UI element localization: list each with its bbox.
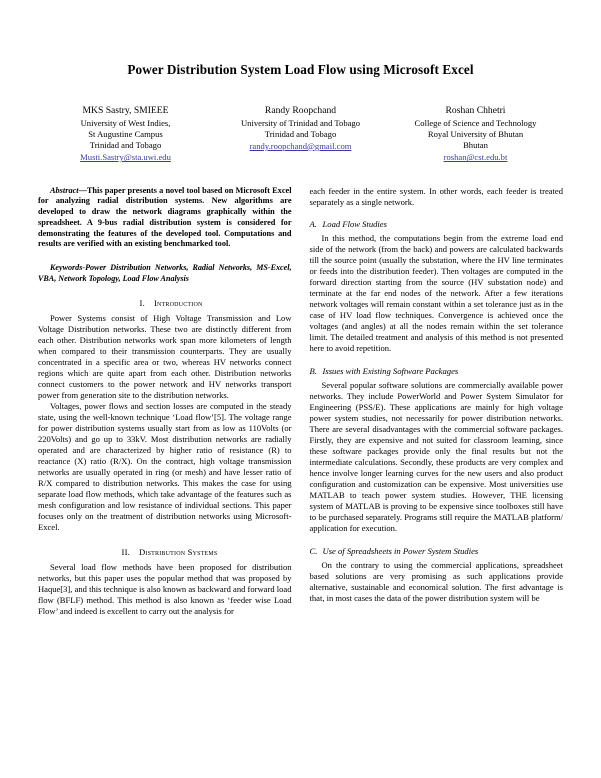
abstract-label: Abstract— bbox=[50, 185, 87, 195]
author-entry-1 bbox=[38, 105, 213, 164]
author-email-link[interactable]: Musti.Sastry@sta.uwi.edu bbox=[80, 152, 171, 163]
subsection-heading-load-flow-studies bbox=[310, 219, 564, 229]
subsection-letter: A. bbox=[309, 219, 317, 230]
subsection-title: Issues with Existing Software Packages bbox=[322, 366, 459, 377]
author-name: Randy Roopchand bbox=[264, 104, 337, 116]
abstract-paragraph bbox=[38, 186, 292, 251]
author-location: Bhutan bbox=[463, 140, 488, 151]
two-column-body bbox=[38, 186, 563, 617]
section-title: Distribution Systems bbox=[139, 546, 218, 557]
subsection-title: Use of Spreadsheets in Power System Studies bbox=[322, 545, 479, 556]
author-email-link[interactable]: randy.roopchand@gmail.com bbox=[249, 140, 352, 151]
section-numeral: II. bbox=[121, 546, 130, 557]
distribution-paragraph-1-continued: each feeder in the entire system. In other words, each feeder is treated separately as a single network. bbox=[309, 185, 563, 207]
subsection-heading-issues-existing-software bbox=[310, 366, 564, 376]
intro-paragraph-1: Power Systems consist of High Voltage Transmission and Low Voltage Distribution networks. These two are distinctly different from each other. Distribution networks work span more kilometers of length when compared to their transmission counterparts. They are usually concentrated in a specific area or two, whereas HV networks connect regions which are quite apart from each other. Distribution networks connect customers to the power network and HV networks transport power from generation site to the distribution networks. bbox=[38, 313, 292, 401]
subsection-c-body: On the contrary to using the commercial applications, spreadsheet based solutions are very promising as such applications provide alternative, sustainable and economical solution. The first advantage is that, in most cases the data of the power distribution system will be bbox=[309, 559, 563, 603]
right-column bbox=[310, 186, 564, 617]
abstract-text: This paper presents a novel tool based on Microsoft Excel for analyzing radial distribution systems. New algorithms are developed to draw the network diagrams graphically within the spreadsheet. A 9-bus radial distribution system is considered for demonstrating the features of the developed tool. Computations and results are verified with an existing benchmarked tool. bbox=[38, 185, 292, 249]
author-email-link[interactable]: roshan@cst.edu.bt bbox=[443, 152, 508, 163]
author-name: MKS Sastry, SMIEEE bbox=[82, 104, 169, 116]
section-heading-introduction bbox=[38, 298, 292, 308]
section-numeral: I. bbox=[139, 298, 145, 309]
subsection-title: Load Flow Studies bbox=[322, 219, 387, 230]
subsection-b-body: Several popular software solutions are commercially available power networks. They include PowerWorld and Power System Simulator for Engineering (PSS/E). These applications are mainly for high voltage power system studies, not necessarily for power distribution networks. There are several disadvantages with the commercial software packages. Firstly, they are expensive and not suited for classroom learning, since these software packages provide only the final results but not the intermediate calculations. Secondly, these products are very complex and hence involve longer learning curves for the new users and also product configuration and customization can be expensive. Most universities use MATLAB to teach power system studies. However, THE licensing system of MATLAB is proving to be expensive since toolboxes still have to be purchased separately. Programs still require the MATLAB platform/ application for execution. bbox=[309, 380, 563, 533]
author-name: Roshan Chhetri bbox=[445, 104, 506, 116]
keywords-paragraph: Keywords-Power Distribution Networks, Radial Networks, MS-Excel, VBA, Network Topology, Load Flow Analysis bbox=[38, 263, 292, 283]
author-location: Trinidad and Tobago bbox=[89, 140, 162, 151]
subsection-a-body: In this method, the computations begin from the extreme load end side of the network (from the back) and powers are calculated backwards till the source point (usually the substation, where the HV line terminates or feeds into the distribution feeder). Then voltages are computed in the forward direction starting from the source (HV substation node) and terminate at the far end nodes of the network. After a few iterations network voltages will remain constant within a set tolerance just as in the case of HV load flow techniques. Convergence is achieved once the voltages (and angles) at all the nodes remain within the set tolerance limit. The detailed treatment and analysis of this method is not presented here to avoid repetition. bbox=[309, 233, 563, 354]
author-affiliation-line1: College of Science and Technology bbox=[414, 117, 537, 128]
author-block bbox=[38, 105, 563, 164]
section-title: Introduction bbox=[153, 298, 203, 309]
author-affiliation-line1: University of Trinidad and Tobago bbox=[240, 117, 361, 128]
author-entry-3 bbox=[388, 105, 563, 164]
subsection-heading-use-of-spreadsheets bbox=[310, 546, 564, 556]
author-entry-2 bbox=[213, 105, 388, 164]
subsection-letter: B. bbox=[309, 366, 317, 377]
left-column bbox=[38, 186, 292, 617]
author-affiliation-line2: St Augustine Campus bbox=[88, 129, 163, 139]
page-title: Power Distribution System Load Flow using Microsoft Excel bbox=[127, 62, 474, 77]
distribution-paragraph-1: Several load flow methods have been proposed for distribution networks, but this paper uses the popular method that was proposed by Haque[3], and this technique is also known as backward and forward load flow (BFLF) method. This method is also known as ‘feeder wise Load Flow’ and indeed is excellent to carry out the analysis for bbox=[38, 561, 292, 616]
author-location: Trinidad and Tobago bbox=[264, 129, 337, 139]
author-affiliation-line1: University of West Indies, bbox=[80, 117, 171, 128]
subsection-letter: C. bbox=[309, 545, 318, 556]
intro-paragraph-2: Voltages, power flows and section losses are computed in the steady state, using the well-known technique ‘Load flow’[5]. The voltage range for power distribution systems usually start from as low as 110Volts (or 220Volts) and go up to 33kV. Most distribution networks are radially operated and are characterized by higher ratio of resistance (R) to reactance (X) ratio (R/X). On the contract, high voltage transmission networks are usually operated in ring (or mesh) and have lesser ratio of R/X compared to distribution networks. This makes the case for using separate load flow methods, which take advantage of the features such as mesh configuration and low resistance of individual sections. This paper focuses only on the treatment of distribution networks using Microsoft-Excel. bbox=[38, 401, 292, 532]
author-affiliation-line2: Royal University of Bhutan bbox=[427, 129, 524, 139]
section-heading-distribution-systems bbox=[38, 547, 292, 557]
